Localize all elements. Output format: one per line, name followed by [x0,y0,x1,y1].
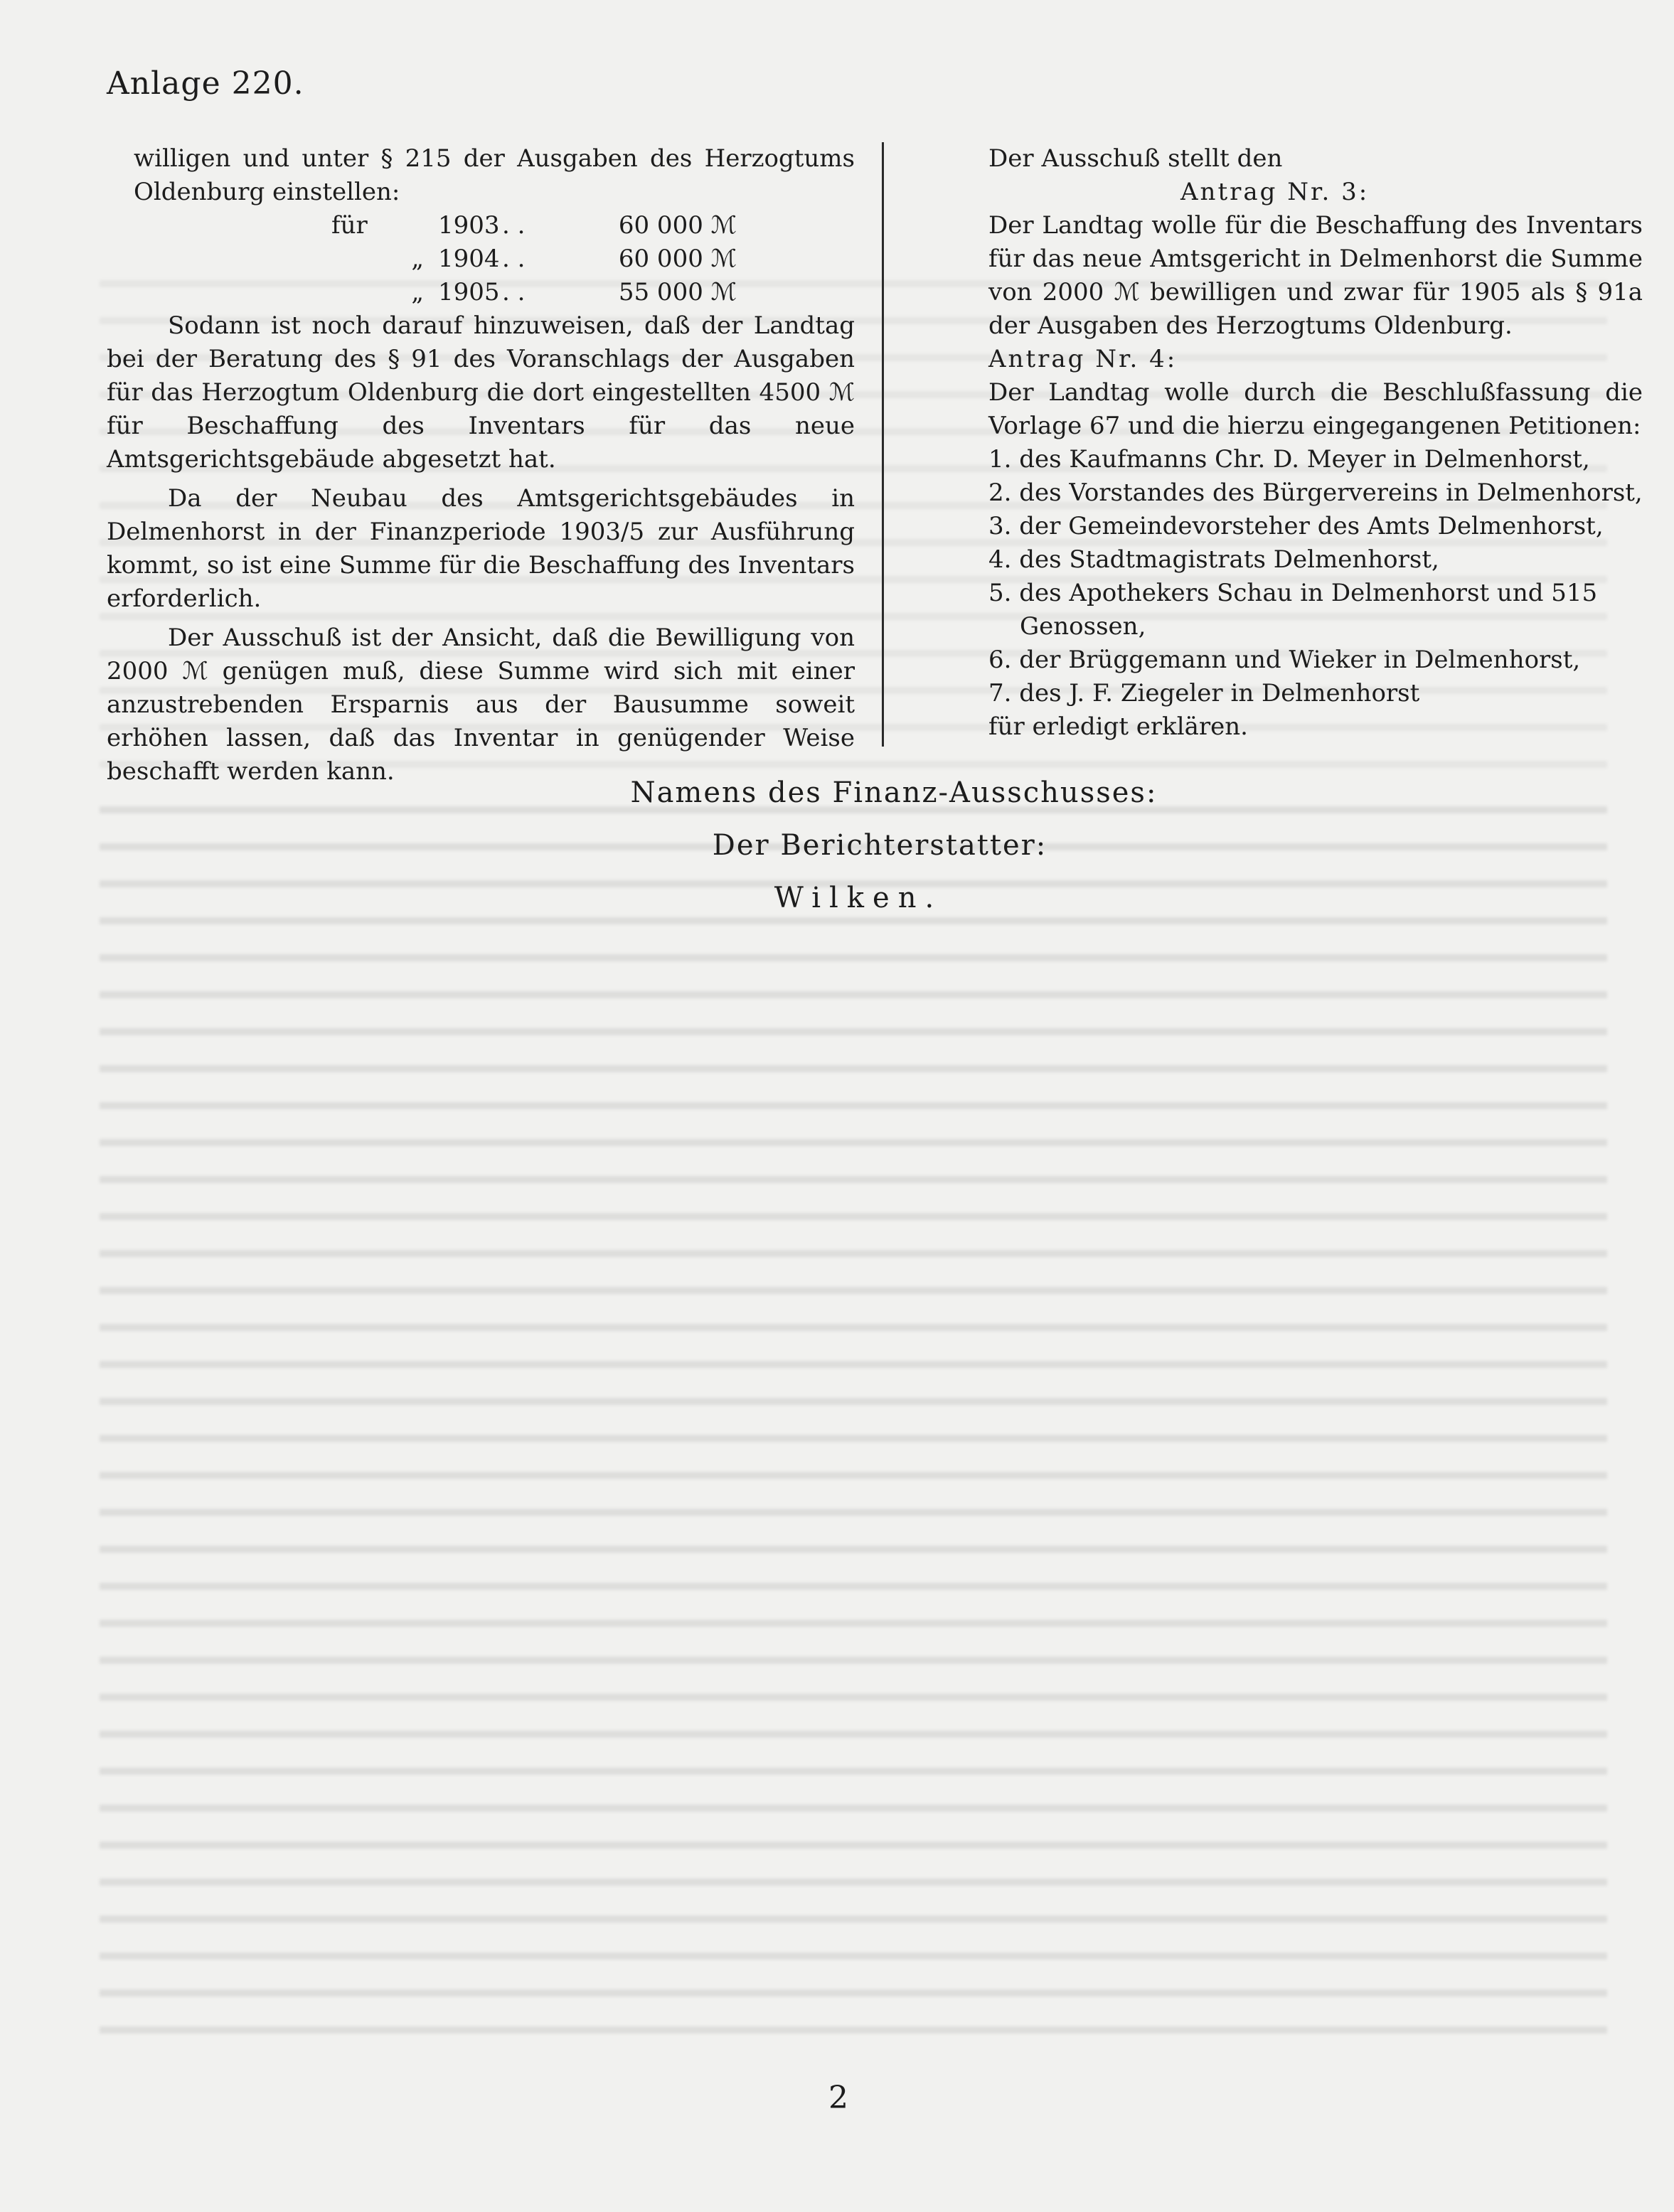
antrag-4-heading: Antrag Nr. 4: [988,345,1178,373]
petition-list [988,443,1643,710]
antrag-4-text: Der Landtag wolle durch die Beschlußfassung die Vorlage 67 und die hierzu eingegangenen Petitionen: [988,378,1643,440]
left-paragraph-2: Sodann ist noch darauf hinzuweisen, daß der Landtag bei der Beratung des § 91 des Voranschlags der Ausgaben für das Herzogtum Oldenburg die dort eingestellten 4500 ℳ für Beschaffung des Inventars für das neue Amtsgerichtsgebäude abgesetzt hat. [107,311,855,474]
list-item: 1. des Kaufmanns Chr. D. Meyer in Delmenhorst, [988,445,1590,474]
list-item-continuation: Genossen, [1020,612,1146,641]
list-item: 5. des Apothekers Schau in Delmenhorst und 515 [988,579,1598,607]
right-column [988,142,1643,744]
left-paragraph-3: Da der Neubau des Amtsgerichtsgebäudes in Delmenhorst in der Finanzperiode 1903/5 zur Ausführung kommt, so ist eine Summe für die Beschaffung des Inventars erforderlich. [107,484,855,613]
amount-list [107,209,855,309]
list-item: 7. des J. F. Ziegeler in Delmenhorst [988,679,1420,707]
list-item: 2. des Vorstandes des Bürgervereins in Delmenhorst, [988,479,1643,507]
left-paragraph-1: willigen und unter § 215 der Ausgaben des Herzogtums Oldenburg einstellen: [134,144,855,206]
signature-rapporteur-title: Der Berichterstatter: [712,829,1047,862]
amount-row: „ 1905 . . 55 000 ℳ [411,278,737,306]
left-column [107,142,855,789]
left-paragraph-4: Der Ausschuß ist der Ansicht, daß die Bewilligung von 2000 ℳ genügen muß, diese Summe wird sich mit einer anzustrebenden Ersparnis aus der Bausumme soweit erhöhen lassen, daß das Inventar in genügender Weise beschafft werden kann. [107,624,855,786]
antrag-3-heading: Antrag Nr. 3: [1180,178,1370,206]
list-item: 3. der Gemeindevorsteher des Amts Delmenhorst, [988,512,1604,540]
signature-name: Wilken. [774,882,943,914]
antrag-3-text: Der Landtag wolle für die Beschaffung des Inventars für das neue Amtsgericht in Delmenhorst die Summe von 2000 ℳ bewilligen und zwar für 1905 als § 91a der Ausgaben des Herzogtums Oldenburg. [988,211,1643,340]
closing-line: für erledigt erklären. [988,712,1248,741]
list-item: 4. des Stadtmagistrats Delmenhorst, [988,545,1439,574]
column-divider [882,142,884,747]
page-number: 2 [828,2080,848,2116]
bleed-through-texture [100,782,1607,2034]
page-header: Anlage 220. [107,65,304,102]
amount-row: „ 1904 . . 60 000 ℳ [411,245,737,273]
committee-intro: Der Ausschuß stellt den [988,144,1283,173]
signature-committee: Namens des Finanz-Ausschusses: [630,776,1158,809]
amount-row: für 1903 . . 60 000 ℳ [331,211,737,240]
list-item: 6. der Brüggemann und Wieker in Delmenhorst, [988,646,1581,674]
